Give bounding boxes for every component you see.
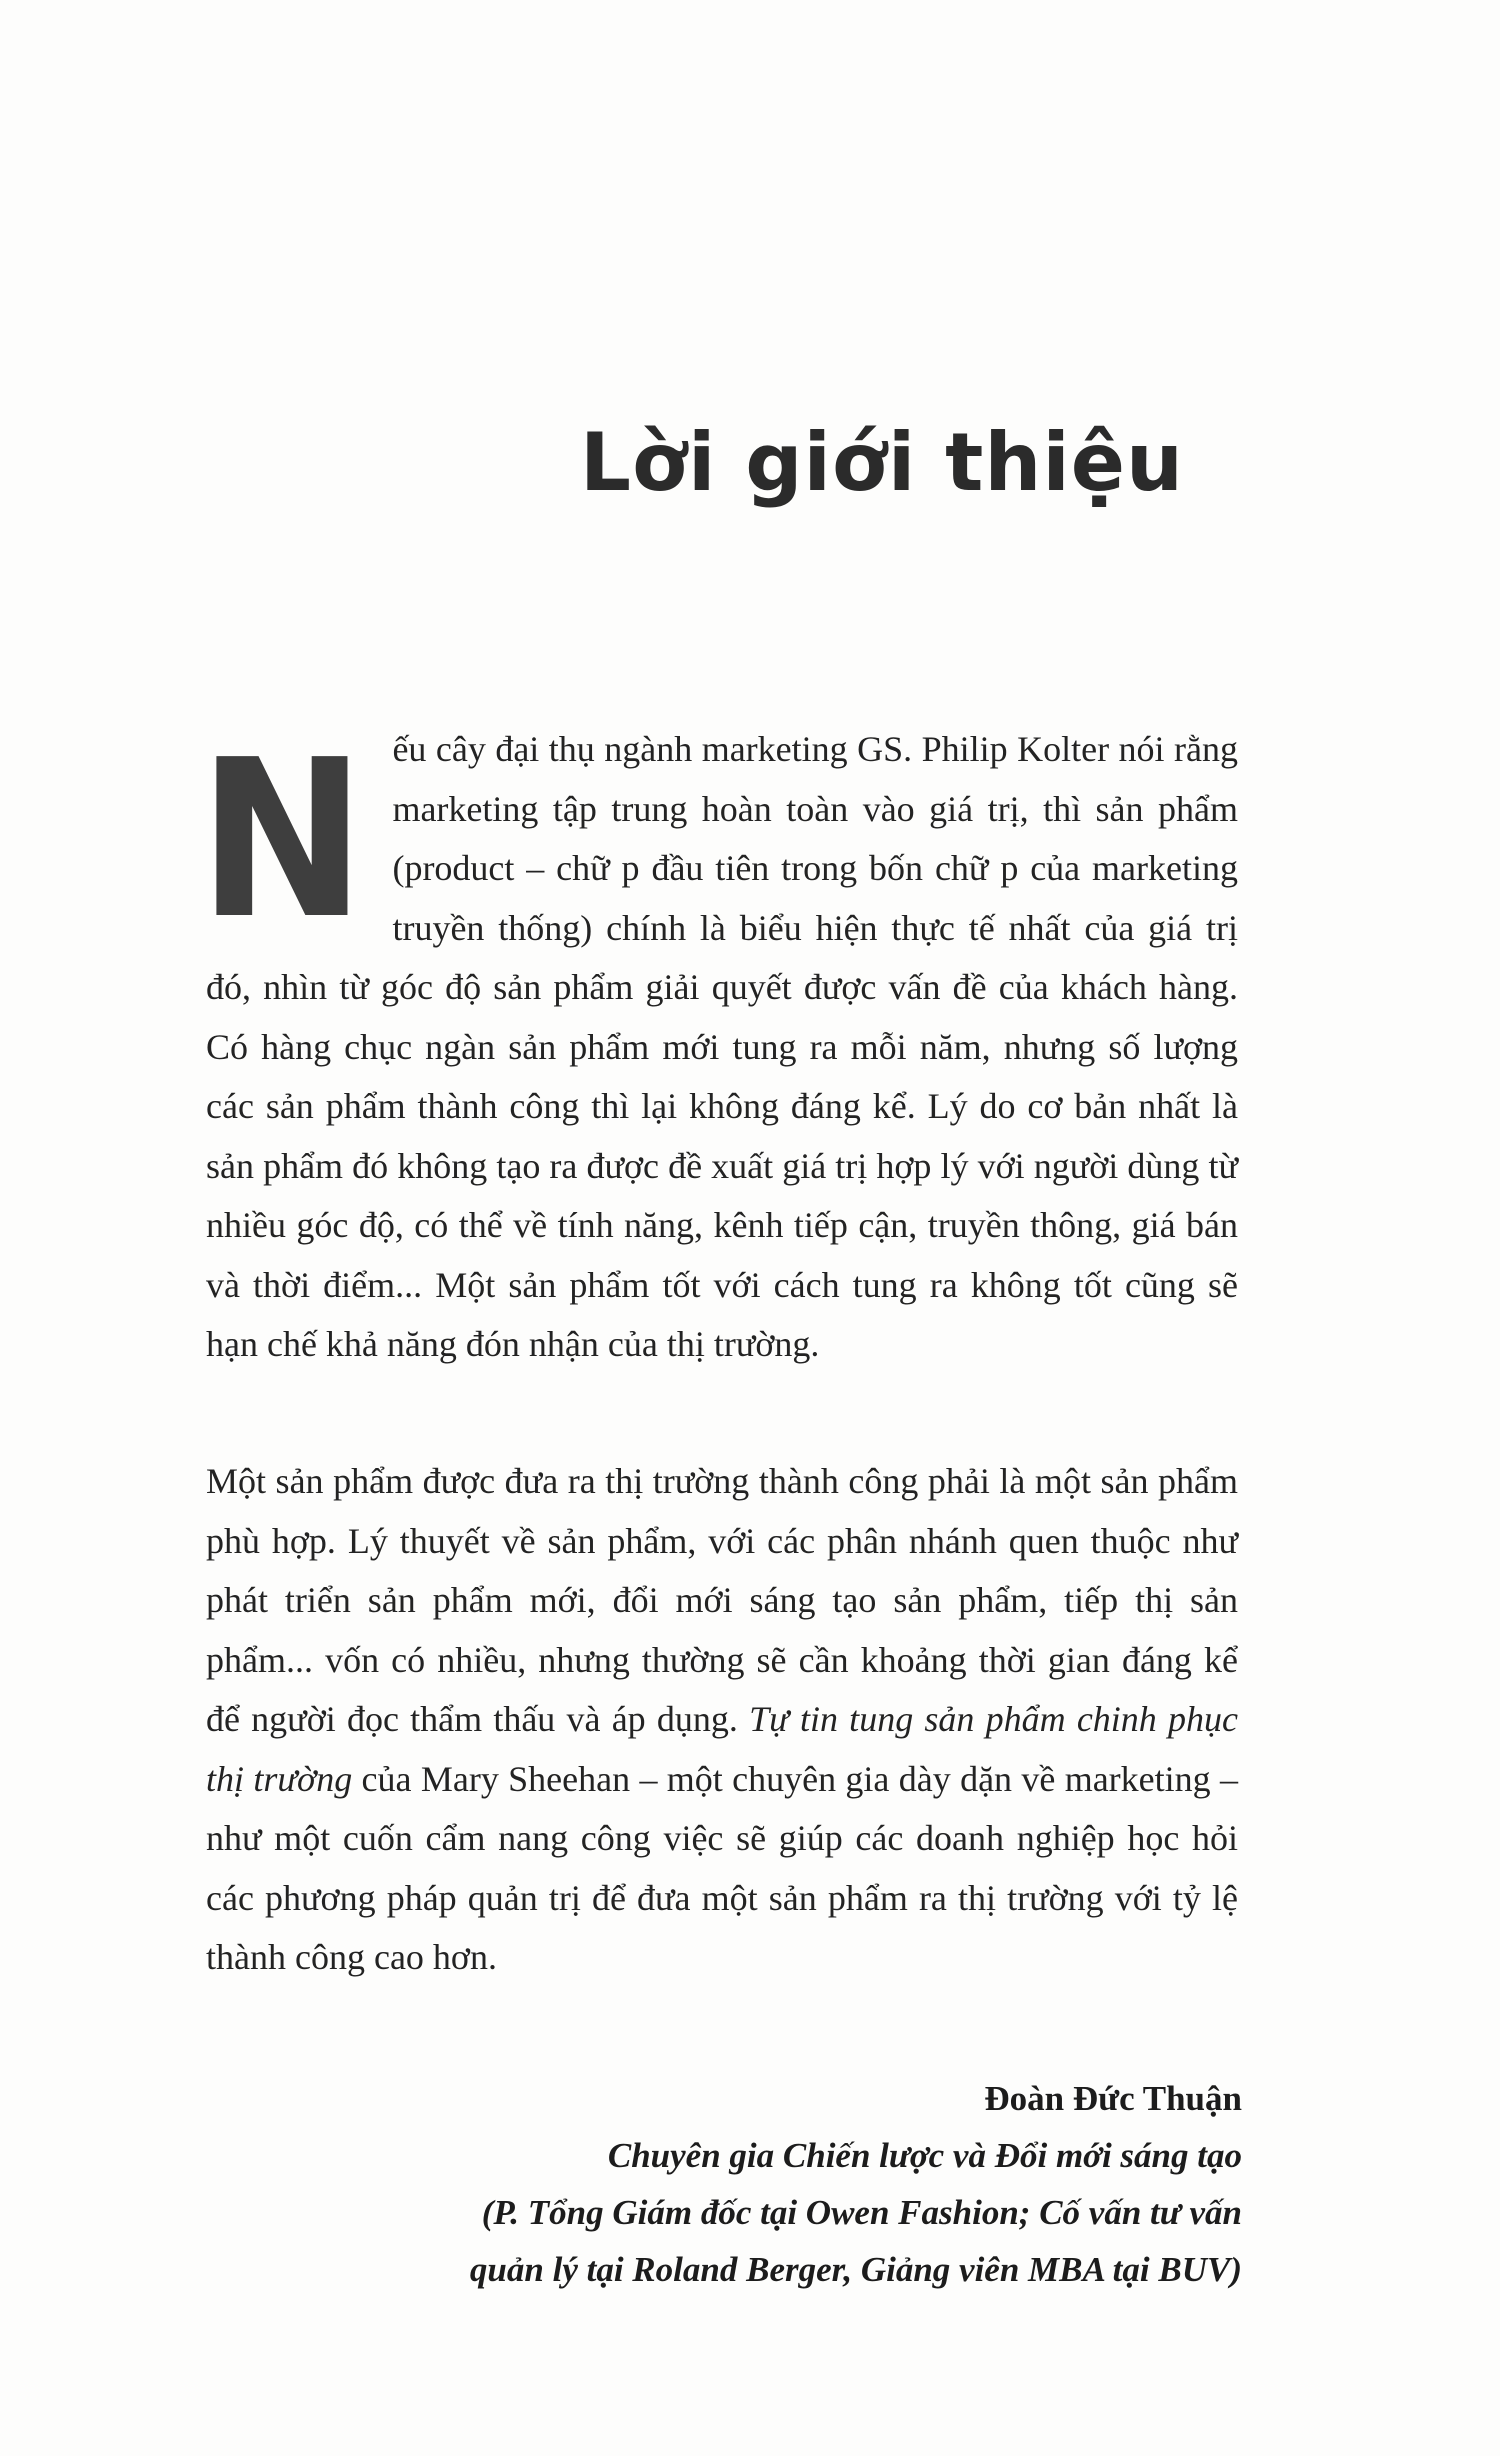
intro-paragraph-1 bbox=[198, 714, 1238, 1375]
author-signature-block bbox=[162, 2070, 1242, 2298]
author-role: Chuyên gia Chiến lược và Đổi mới sáng tạo bbox=[607, 2136, 1242, 2175]
author-detail-line-2: quản lý tại Roland Berger, Giảng viên MBA tại BUV) bbox=[469, 2250, 1242, 2289]
page-title: Lời giới thiệu bbox=[580, 416, 1184, 509]
drop-cap-letter: N bbox=[198, 714, 361, 967]
paragraph-1-text: ếu cây đại thụ ngành marketing GS. Philip Kolter nói rằng marketing tập trung hoàn toàn vào giá trị, thì sản phẩm (product – chữ p đầu tiên trong bốn chữ p của marketing truyền thống) chính là biểu hiện thực tế nhất của giá trị đó, nhìn từ góc độ sản phẩm giải quyết được vấn đề của khách hàng. Có hàng chục ngàn sản phẩm mới tung ra mỗi năm, nhưng số lượng các sản phẩm thành công thì lại không đáng kể. Lý do cơ bản nhất là sản phẩm đó không tạo ra được đề xuất giá trị hợp lý với người dùng từ nhiều góc độ, có thể về tính năng, kênh tiếp cận, truyền thông, giá bán và thời điểm... Một sản phẩm tốt với cách tung ra không tốt cũng sẽ hạn chế khả năng đón nhận của thị trường. bbox=[206, 729, 1238, 1364]
intro-paragraph-2 bbox=[206, 1452, 1238, 1988]
book-title-italic: Tự tin tung sản phẩm chinh phục thị trường bbox=[206, 1699, 1238, 1799]
paragraph-2-text-end: của Mary Sheehan – một chuyên gia dày dặn về marketing – như một cuốn cẩm nang công việc sẽ giúp các doanh nghiệp học hỏi các phương pháp quản trị để đưa một sản phẩm ra thị trường với tỷ lệ thành công cao hơn. bbox=[206, 1758, 1238, 1977]
author-detail-line-1: (P. Tổng Giám đốc tại Owen Fashion; Cố vấn tư vấn bbox=[481, 2193, 1242, 2232]
paragraph-2-text-start: Một sản phẩm được đưa ra thị trường thành công phải là một sản phẩm phù hợp. Lý thuyết về sản phẩm, với các phân nhánh quen thuộc như phát triển sản phẩm mới, đổi mới sáng tạo sản phẩm, tiếp thị sản phẩm... vốn có nhiều, nhưng thường sẽ cần khoảng thời gian đáng kể để người đọc thẩm thấu và áp dụng. bbox=[206, 1461, 1238, 1739]
author-name: Đoàn Đức Thuận bbox=[984, 2079, 1242, 2118]
